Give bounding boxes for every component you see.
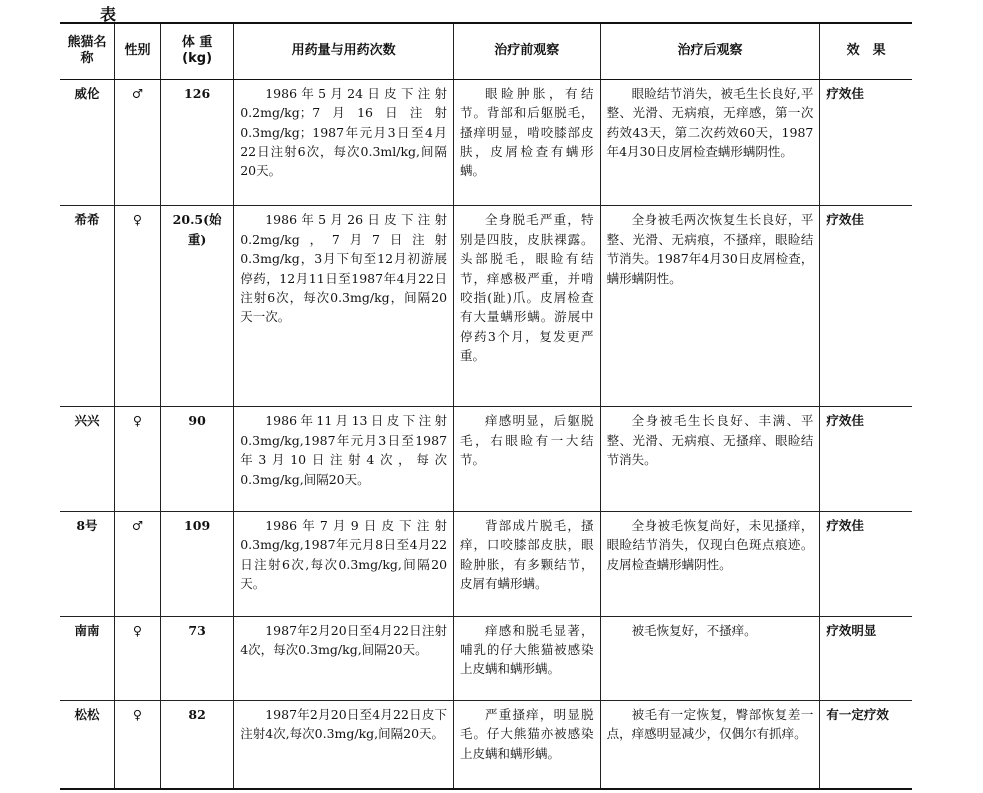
cell-weight: 20.5(始重) xyxy=(160,206,233,407)
table-row xyxy=(60,407,912,512)
cell-post: 眼睑结节消失，被毛生长良好,平整、光滑、无病痕，无痒感，第一次药效43天，第二次药效60天，1987年4月30日皮屑检查螨形螨阴性。 xyxy=(600,79,820,206)
cell-post: 被毛恢复好，不搔痒。 xyxy=(600,616,820,700)
header-pre: 治疗前观察 xyxy=(454,23,601,79)
table-row xyxy=(60,206,912,407)
table-row xyxy=(60,700,912,789)
treatment-table xyxy=(60,22,912,790)
cell-sex: ♀ xyxy=(114,206,160,407)
cell-post: 全身被毛恢复尚好，未见搔痒，眼睑结节消失，仅现白色斑点痕迹。皮屑检查螨形螨阴性。 xyxy=(600,512,820,617)
header-effect: 效 果 xyxy=(820,23,912,79)
cell-dose: 1986年5月26日皮下注射0.2mg/kg，7月7日注射0.3mg/kg，3月下旬至12月初游展停药，12月11日至1987年4月22日注射6次，每次0.3mg/kg，间隔20天一次。 xyxy=(234,206,454,407)
cell-post: 被毛有一定恢复，臀部恢复差一点，痒感明显减少，仅偶尔有抓痒。 xyxy=(600,700,820,789)
cell-effect: 疗效佳 xyxy=(820,79,912,206)
cell-sex: ♀ xyxy=(114,407,160,512)
cell-sex: ♂ xyxy=(114,512,160,617)
cell-pre: 背部成片脱毛，搔痒，口咬膝部皮肤，眼睑肿胀，有多颗结节，皮屑有螨形螨。 xyxy=(454,512,601,617)
table-row xyxy=(60,512,912,617)
header-weight: 体 重(kg) xyxy=(160,23,233,79)
cell-effect: 疗效佳 xyxy=(820,407,912,512)
cell-dose: 1986年5月24日皮下注射0.2mg/kg；7月16日注射0.3mg/kg；1987年元月3日至4月22日注射6次，每次0.3ml/kg,间隔20天。 xyxy=(234,79,454,206)
cell-sex: ♀ xyxy=(114,700,160,789)
cell-name: 松松 xyxy=(60,700,114,789)
cell-weight: 109 xyxy=(160,512,233,617)
table-row xyxy=(60,616,912,700)
header-dose: 用药量与用药次数 xyxy=(234,23,454,79)
cell-dose: 1986年7月9日皮下注射0.3mg/kg,1987年元月8日至4月22日注射6次,每次0.3mg/kg,间隔20天。 xyxy=(234,512,454,617)
cell-pre: 眼睑肿胀，有结节。背部和后躯脱毛，搔痒明显，啃咬膝部皮肤，皮屑检查有螨形螨。 xyxy=(454,79,601,206)
cell-dose: 1987年2月20日至4月22日注射4次，每次0.3mg/kg,间隔20天。 xyxy=(234,616,454,700)
cell-effect: 疗效佳 xyxy=(820,206,912,407)
header-post: 治疗后观察 xyxy=(600,23,820,79)
cell-dose: 1986年11月13日皮下注射0.3mg/kg,1987年元月3日至1987年3月10日注射4次，每次0.3mg/kg,间隔20天。 xyxy=(234,407,454,512)
header-row xyxy=(60,23,912,79)
cell-effect: 有一定疗效 xyxy=(820,700,912,789)
cell-sex: ♀ xyxy=(114,616,160,700)
header-sex: 性别 xyxy=(114,23,160,79)
cell-name: 南南 xyxy=(60,616,114,700)
cell-sex: ♂ xyxy=(114,79,160,206)
cell-name: 兴兴 xyxy=(60,407,114,512)
cell-pre: 痒感和脱毛显著，哺乳的仔大熊猫被感染上皮螨和螨形螨。 xyxy=(454,616,601,700)
cell-post: 全身被毛两次恢复生长良好，平整、光滑、无病痕，不搔痒，眼睑结节消失。1987年4月30日皮屑检查，螨形螨阴性。 xyxy=(600,206,820,407)
cell-weight: 73 xyxy=(160,616,233,700)
table-row xyxy=(60,79,912,206)
cell-dose: 1987年2月20日至4月22日皮下注射4次,每次0.3mg/kg,间隔20天。 xyxy=(234,700,454,789)
cell-effect: 疗效明显 xyxy=(820,616,912,700)
table-caption: 表 xyxy=(100,5,117,24)
cell-weight: 82 xyxy=(160,700,233,789)
cell-post: 全身被毛生长良好、丰满、平整、光滑、无病痕、无搔痒、眼睑结节消失。 xyxy=(600,407,820,512)
cell-name: 威伦 xyxy=(60,79,114,206)
cell-name: 希希 xyxy=(60,206,114,407)
cell-pre: 痒感明显，后躯脱毛，右眼睑有一大结节。 xyxy=(454,407,601,512)
cell-weight: 90 xyxy=(160,407,233,512)
cell-effect: 疗效佳 xyxy=(820,512,912,617)
header-name: 熊猫名称 xyxy=(60,23,114,79)
cell-name: 8号 xyxy=(60,512,114,617)
cell-pre: 全身脱毛严重，特别是四肢，皮肤裸露。头部脱毛，眼睑有结节，痒感极严重，并啃咬指(趾)爪。皮屑检查有大量螨形螨。游展中停药3个月，复发更严重。 xyxy=(454,206,601,407)
cell-pre: 严重搔痒，明显脱毛。仔大熊猫亦被感染上皮螨和螨形螨。 xyxy=(454,700,601,789)
cell-weight: 126 xyxy=(160,79,233,206)
